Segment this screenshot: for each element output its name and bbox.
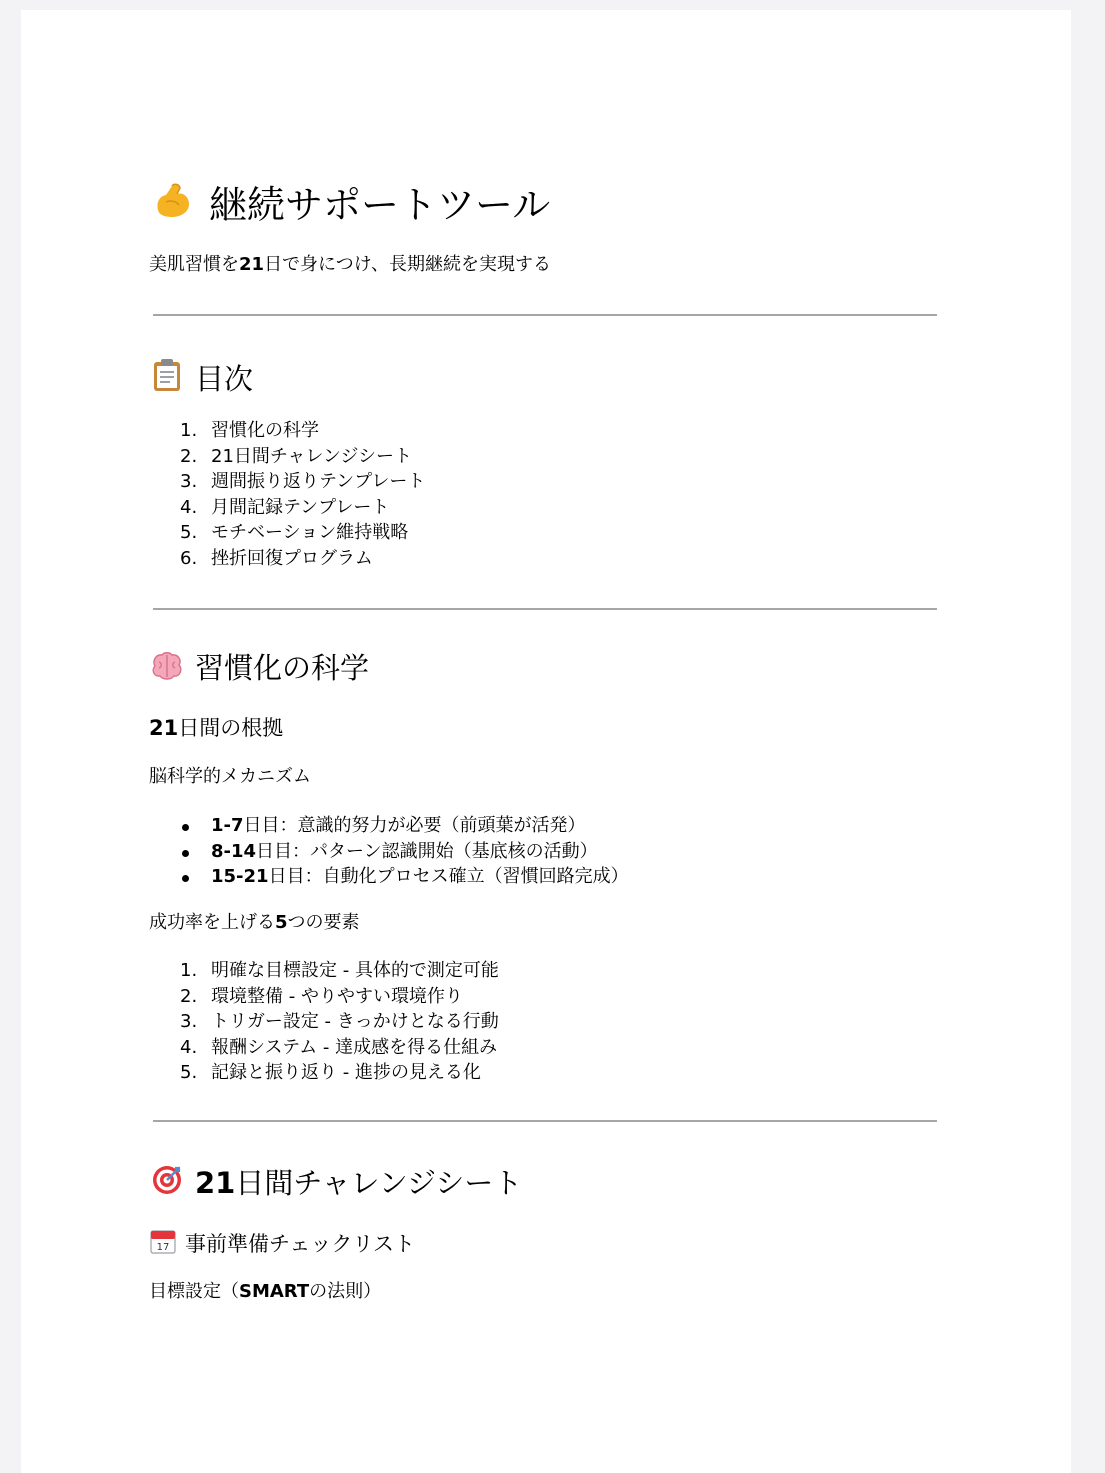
phase-list [180,813,629,890]
bullet-icon [182,824,189,831]
list-item: 2. 環境整備 - やりやすい環境作り [180,985,463,1007]
list-item: 1-7日目：意識的努力が必要（前頭葉が活発） [180,813,629,839]
document-page [21,10,1071,1473]
science-heading [149,650,369,689]
target-icon [149,1164,185,1204]
divider [153,1120,937,1122]
calendar-icon [149,1228,177,1261]
toc-item[interactable]: 2. 21日間チャレンジシート [180,445,413,467]
svg-text:17: 17 [156,1242,170,1253]
factors-label: 成功率を上げる5つの要素 [149,912,360,933]
science-subheading [149,714,283,742]
bullet-icon [182,850,189,857]
challenge-heading [149,1164,522,1204]
page-title-text: 継続サポートツール [209,183,551,227]
goal-setting-label: 目標設定（SMARTの法則） [149,1281,382,1302]
subtitle-bold: 21 [239,254,265,275]
list-item: 8-14日目：パターン認識開始（基底核の活動） [180,839,629,865]
page-subtitle [149,253,551,277]
subheading-bold: 21 [149,716,179,740]
brain-icon [149,651,185,689]
list-item: 5. 記録と振り返り - 進捗の見える化 [180,1062,481,1084]
subtitle-text-rest: 日で身につけ、長期継続を実現する [264,254,551,275]
list-item: 3. トリガー設定 - きっかけとなる行動 [180,1011,499,1033]
flexed-biceps-icon [149,180,197,232]
divider [153,608,937,610]
toc-item[interactable]: 5. モチベーション維持戦略 [180,522,409,544]
page-title [149,180,550,232]
bullet-icon [182,875,189,882]
toc-item[interactable]: 6. 挫折回復プログラム [180,547,373,569]
clipboard-icon [149,358,185,400]
checklist-heading [149,1228,415,1261]
mechanism-label: 脳科学的メカニズム [149,766,311,787]
list-item: 15-21日目：自動化プロセス確立（習慣回路完成） [180,864,629,890]
subtitle-text: 美肌習慣を [149,254,239,275]
factors-list [180,958,499,1086]
divider [153,314,937,316]
challenge-heading-rest: 日間チャレンジシート [235,1166,523,1200]
science-heading-text: 習慣化の科学 [195,651,370,685]
toc-item[interactable]: 1. 習慣化の科学 [180,420,319,441]
toc-item[interactable]: 3. 週間振り返りテンプレート [180,471,426,493]
list-item: 1. 明確な目標設定 - 具体的で測定可能 [180,960,499,981]
toc-heading [149,358,253,400]
checklist-heading-text: 事前準備チェックリスト [185,1232,415,1256]
subheading-rest: 日間の根拠 [178,716,284,740]
toc-item[interactable]: 4. 月間記録テンプレート [180,496,390,518]
challenge-heading-bold: 21 [195,1166,236,1200]
toc-heading-text: 目次 [195,362,254,396]
toc-list [180,418,425,572]
list-item: 4. 報酬システム - 達成感を得る仕組み [180,1036,498,1058]
